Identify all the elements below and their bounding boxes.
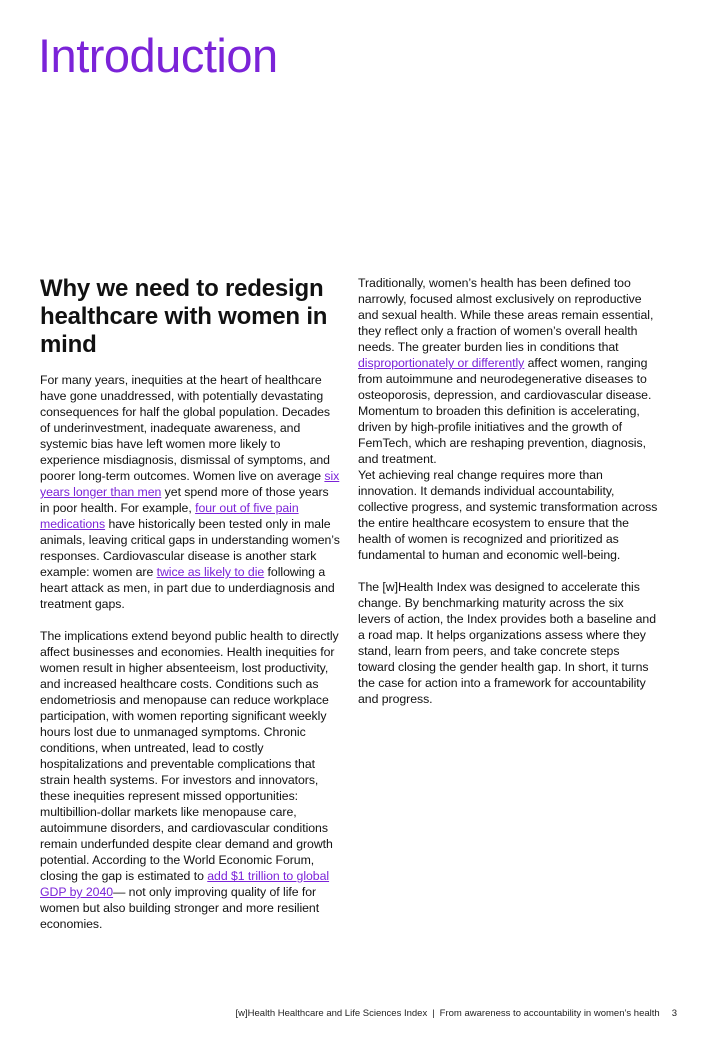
paragraph-text: yet spend more of those years in poor health. For example, [40, 485, 329, 515]
section-heading: Why we need to redesign healthcare with women in mind [40, 275, 328, 358]
link-twice-as-likely-to-die[interactable]: twice as likely to die [156, 565, 265, 579]
paragraph-text: The implications extend beyond public health to directly affect businesses and economies. Health inequities for women result in higher absenteeism, lost productivity, and increased healthcare costs. Conditions such as endometriosis and menopause can reduce workplace participation, with women reporting significant weekly hours lost due to unmanaged symptoms. Chronic conditions, when untreated, lead to costly hospitalizations and preventable complications that strain health systems. For investors and innovators, these inequities represent missed opportunities: multibillion-dollar markets like menopause care, autoimmune disorders, and cardiovascular conditions remain underfunded despite clear demand and growth potential. According to the World Economic Forum, closing the gap is estimated to [40, 629, 339, 883]
left-column [40, 275, 340, 948]
intro-paragraph-1 [40, 372, 340, 612]
paragraph-text: following a heart attack as men, in part due to underdiagnosis and treatment gaps. [40, 565, 335, 611]
intro-paragraph-2 [40, 628, 340, 932]
footer-subtitle: From awareness to accountability in women’s health [439, 1008, 660, 1019]
link-six-years-longer[interactable]: six years longer than men [40, 469, 340, 499]
paragraph-text: For many years, inequities at the heart of healthcare have gone unaddressed, with potentially devastating consequences for half the global population. Decades of underinvestment, inadequate awareness, and systemic bias have left women more likely to experience misdiagnosis, dismissal of symptoms, and poorer long-term outcomes. Women live on average [40, 373, 330, 483]
paragraph-text: — not only improving quality of life for women but also building stronger and more resilient economies. [40, 885, 320, 931]
paragraph-text: Traditionally, women’s health has been defined too narrowly, focused almost exclusively on reproductive and sexual health. While these areas remain essential, they reflect only a fraction of women’s overall health needs. The greater burden lies in conditions that [358, 276, 654, 354]
footer-separator: | [432, 1008, 435, 1019]
footer-report-title: [w]Health Healthcare and Life Sciences Index [235, 1008, 428, 1019]
paragraph-text: affect women, ranging from autoimmune and neurodegenerative diseases to osteoporosis, depression, and cardiovascular disease. Momentum to broaden this definition is accelerating, driven by high-profile initiatives and the growth of FemTech, which are reshaping prevention, diagnosis, and treatment. [358, 356, 652, 466]
right-column [358, 275, 658, 723]
paragraph-text: have historically been tested only in male animals, leaving critical gaps in understanding women’s responses. Cardiovascular disease is another stark example: women are [40, 517, 340, 579]
link-pain-medications[interactable]: four out of five pain medications [40, 501, 299, 531]
body-paragraph-1 [358, 275, 658, 467]
link-disproportionately[interactable]: disproportionately or differently [358, 356, 525, 370]
body-paragraph-3: The [w]Health Index was designed to accelerate this change. By benchmarking maturity across the six levers of action, the Index provides both a baseline and a road map. It helps organizations assess where they stand, learn from peers, and take concrete steps toward closing the gender health gap. In short, it turns the case for action into a framework for accountability and progress. [358, 580, 656, 706]
body-paragraph-2: Yet achieving real change requires more than innovation. It demands individual accountability, collective progress, and systemic transformation across the entire healthcare ecosystem to ensure that the health of women is recognized and prioritized as fundamental to human and economic well-being. [358, 468, 658, 562]
link-global-gdp[interactable]: add $1 trillion to global GDP by 2040 [40, 869, 330, 899]
page-number: 3 [671, 1008, 677, 1019]
page-title: Introduction [38, 29, 278, 82]
page-footer [236, 1008, 678, 1019]
